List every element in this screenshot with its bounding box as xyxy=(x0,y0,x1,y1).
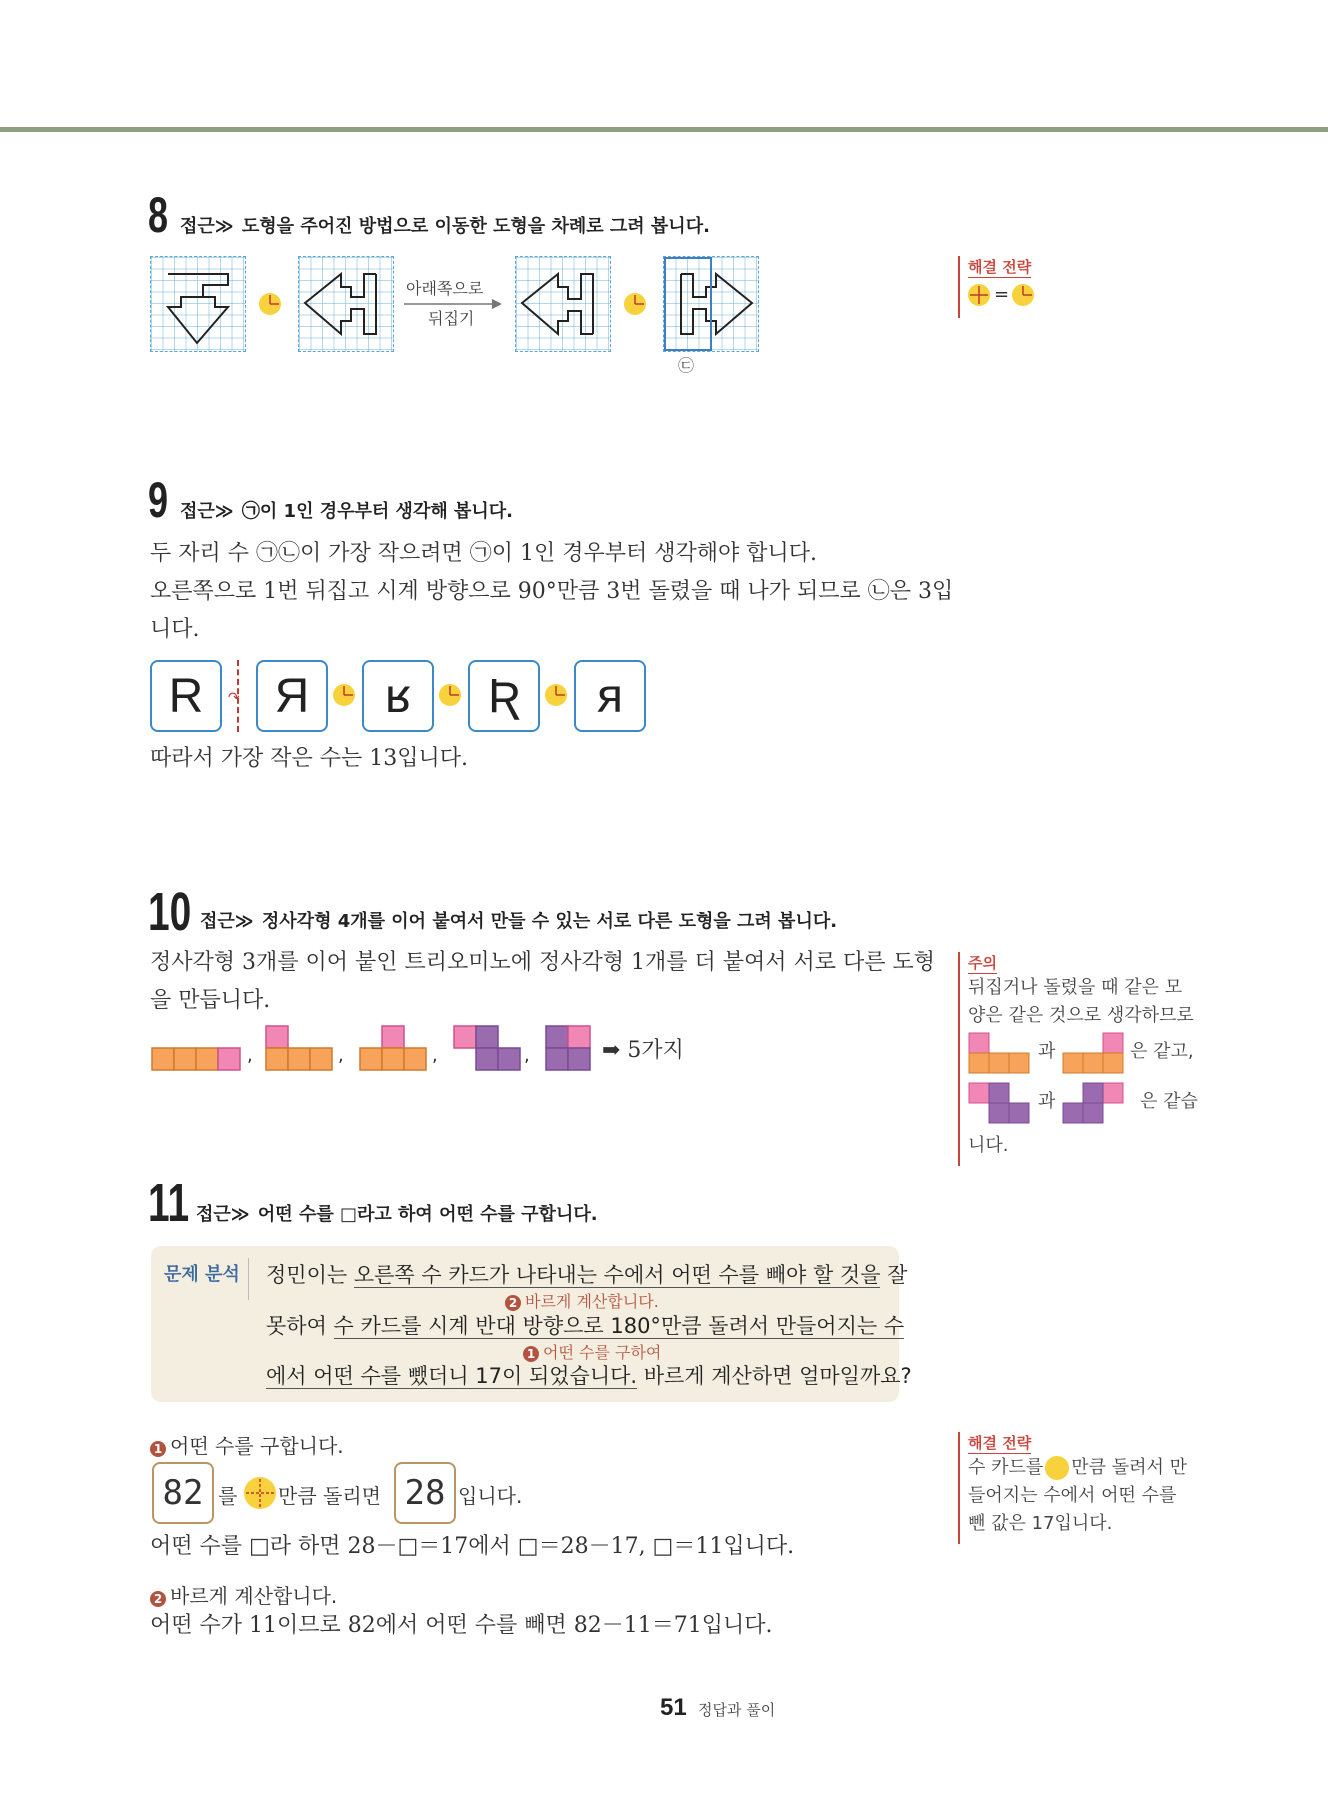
clock-three-quarter-icon xyxy=(1012,284,1034,306)
clock-quarter-icon xyxy=(968,284,990,306)
and-word: 과 xyxy=(1038,1091,1056,1112)
shape-grid-1 xyxy=(150,256,246,352)
tetromino-l-a xyxy=(968,1032,1034,1076)
tetromino-s-b xyxy=(1062,1082,1128,1126)
approach-label: 접근≫ xyxy=(180,216,234,237)
caution-line-end: 니다. xyxy=(968,1135,1009,1156)
letter-card-1: R xyxy=(150,660,222,732)
text-span: 만큼 돌려서 만 xyxy=(1071,1457,1188,1478)
arrow-shape-left xyxy=(299,257,393,351)
clock-half-turn-icon xyxy=(1045,1456,1069,1480)
particle-text: 를 xyxy=(218,1484,238,1508)
step-text: 어떤 수를 구합니다. xyxy=(170,1434,344,1458)
arrow-shape-down xyxy=(151,257,245,351)
approach-label: 접근≫ xyxy=(200,911,254,932)
calc-line-2: 어떤 수가 11이므로 82에서 어떤 수를 빼면 82－11＝71입니다. xyxy=(150,1613,773,1638)
question-number: 10 xyxy=(148,882,192,942)
caution-tag: 주의 xyxy=(968,954,997,972)
arrow-shape-right xyxy=(664,257,758,351)
q9-conclusion: 따라서 가장 작은 수는 13입니다. xyxy=(150,746,468,771)
analysis-label: 문제 분석 xyxy=(164,1264,240,1285)
tetromino-i xyxy=(152,1048,240,1070)
comma: , xyxy=(432,1045,438,1066)
clock-quarter-icon xyxy=(439,684,461,706)
caution-box-q10 xyxy=(958,952,1208,1166)
tetromino-l xyxy=(266,1026,332,1070)
tetromino-o xyxy=(546,1026,590,1070)
flip-label-2: 뒤집기 xyxy=(428,309,475,328)
approach-label: 접근≫ xyxy=(196,1204,250,1225)
shape-grid-2 xyxy=(298,256,394,352)
text-span: 바르게 계산하면 얼마일까요? xyxy=(637,1364,912,1388)
caution-line-2: 양은 같은 것으로 생각하므로 xyxy=(968,1005,1194,1026)
analysis-line-1 xyxy=(266,1259,907,1289)
q9-line-3: 니다. xyxy=(150,617,200,642)
top-rule xyxy=(0,127,1328,132)
clock-quarter-icon xyxy=(259,293,281,315)
ipnida-text: 입니다. xyxy=(458,1484,523,1508)
number-card-original: 82 xyxy=(152,1462,214,1524)
step-2-badge: 2 xyxy=(150,1591,166,1607)
tetromino-s xyxy=(454,1026,520,1070)
step-text: 바르게 계산합니다. xyxy=(170,1584,338,1608)
page-number: 51 xyxy=(660,1694,687,1721)
number-card-rotated: 28 xyxy=(394,1462,456,1524)
note-text: 바르게 계산합니다. xyxy=(525,1292,659,1311)
step-2-badge: 2 xyxy=(505,1295,521,1311)
step-2-heading xyxy=(150,1580,337,1609)
approach-line xyxy=(196,1200,598,1226)
strategy-tag: 해결 전략 xyxy=(968,258,1032,276)
q9-line-1: 두 자리 수 ㉠㉡이 가장 작으려면 ㉠이 1인 경우부터 생각해야 합니다. xyxy=(150,541,817,566)
caution-pair-1 xyxy=(968,1030,1208,1082)
clock-quarter-icon xyxy=(545,684,567,706)
flip-label-1: 아래쪽으로 xyxy=(406,279,484,298)
strategy-box-q8 xyxy=(958,256,1138,318)
comma: , xyxy=(247,1045,253,1066)
approach-line xyxy=(180,212,710,238)
approach-text: 도형을 주어진 방법으로 이동한 도형을 차례로 그려 봅니다. xyxy=(241,216,710,237)
flip-arrow-icon: ↷ xyxy=(228,690,240,706)
arrow-shape-left-flipped xyxy=(516,257,610,351)
clock-quarter-icon xyxy=(333,684,355,706)
step-1-badge: 1 xyxy=(150,1441,166,1457)
strategy-line-3: 뺀 값은 17입니다. xyxy=(968,1513,1113,1534)
step-1-heading xyxy=(150,1430,344,1459)
analysis-line-2 xyxy=(266,1310,904,1340)
q10-line-2: 을 만듭니다. xyxy=(150,988,271,1013)
shape-grid-3 xyxy=(515,256,611,352)
clock-half-turn-icon xyxy=(244,1477,276,1509)
approach-label: 접근≫ xyxy=(180,501,234,522)
and-word: 과 xyxy=(1038,1041,1056,1062)
q9-line-2: 오른쪽으로 1번 뒤집고 시계 방향으로 90°만큼 3번 돌렸을 때 나가 되므로 ㉡은 3입 xyxy=(150,579,954,604)
approach-line xyxy=(200,907,837,933)
comma: , xyxy=(524,1045,530,1066)
text-span: 못하여 xyxy=(266,1314,334,1338)
underlined-span: 오른쪽 수 카드가 나타내는 수에서 어떤 수를 빼야 할 것을 xyxy=(353,1263,881,1287)
approach-line xyxy=(180,497,513,523)
step-1-badge: 1 xyxy=(523,1346,539,1362)
analysis-line-3 xyxy=(266,1360,912,1390)
page-section-label: 정답과 풀이 xyxy=(698,1701,776,1719)
turn-text: 만큼 돌리면 xyxy=(278,1484,381,1508)
strategy-tag: 해결 전략 xyxy=(968,1434,1032,1452)
shape-grid-4 xyxy=(663,256,759,352)
text-span: 수 카드를 xyxy=(968,1457,1044,1478)
q10-result: ➡ 5가지 xyxy=(602,1038,684,1063)
underlined-span: 수 카드를 시계 반대 방향으로 180°만큼 돌려서 만들어지는 수 xyxy=(333,1314,905,1338)
tetromino-row xyxy=(150,1022,650,1078)
calc-line-1: 어떤 수를 □라 하면 28－□＝17에서 □＝28－17, □＝11입니다. xyxy=(150,1534,795,1559)
q10-line-1: 정사각형 3개를 이어 붙인 트리오미노에 정사각형 1개를 더 붙여서 서로 다른 도형 xyxy=(150,950,935,975)
tetromino-t xyxy=(360,1026,426,1070)
comma: , xyxy=(338,1045,344,1066)
question-number: 11 xyxy=(148,1173,190,1233)
approach-text: 어떤 수를 □라고 하여 어떤 수를 구합니다. xyxy=(257,1204,598,1225)
approach-text: 정사각형 4개를 이어 붙여서 만들 수 있는 서로 다른 도형을 그려 봅니다. xyxy=(261,911,838,932)
equals-sign: = xyxy=(994,284,1010,305)
analysis-note-2 xyxy=(505,1289,659,1312)
approach-text: ㉠이 1인 경우부터 생각해 봅니다. xyxy=(241,501,513,522)
analysis-divider xyxy=(248,1258,249,1300)
text-span: 잘 xyxy=(880,1263,908,1287)
strategy-equation xyxy=(968,284,1138,314)
strategy-line-1 xyxy=(968,1454,1208,1482)
question-number: 8 xyxy=(148,187,169,243)
caution-pair-2 xyxy=(968,1082,1208,1132)
clock-quarter-icon xyxy=(624,293,646,315)
letter-card-5: ᴙ xyxy=(574,660,646,732)
strategy-line-2: 들어지는 수에서 어떤 수를 xyxy=(968,1485,1177,1506)
same-text-2: 은 같습 xyxy=(1140,1091,1198,1112)
same-text-1: 은 같고, xyxy=(1130,1041,1194,1062)
tetromino-l-b xyxy=(1062,1032,1128,1076)
letter-card-2: Я xyxy=(256,660,328,732)
caution-line-1: 뒤집거나 돌렸을 때 같은 모 xyxy=(968,977,1183,998)
question-number: 9 xyxy=(148,472,169,528)
strategy-box-q11 xyxy=(958,1432,1208,1544)
tetromino-shapes xyxy=(150,1022,650,1074)
note-text: 어떤 수를 구하여 xyxy=(543,1343,662,1362)
text-span: 정민이는 xyxy=(266,1263,354,1287)
answer-marker: ㉢ xyxy=(678,356,695,375)
underlined-span: 에서 어떤 수를 뺐더니 17이 되었습니다. xyxy=(266,1364,638,1388)
letter-card-3: ʁ xyxy=(362,660,434,732)
letter-card-4: Ʀ xyxy=(468,660,540,732)
tetromino-s-a xyxy=(968,1082,1034,1126)
